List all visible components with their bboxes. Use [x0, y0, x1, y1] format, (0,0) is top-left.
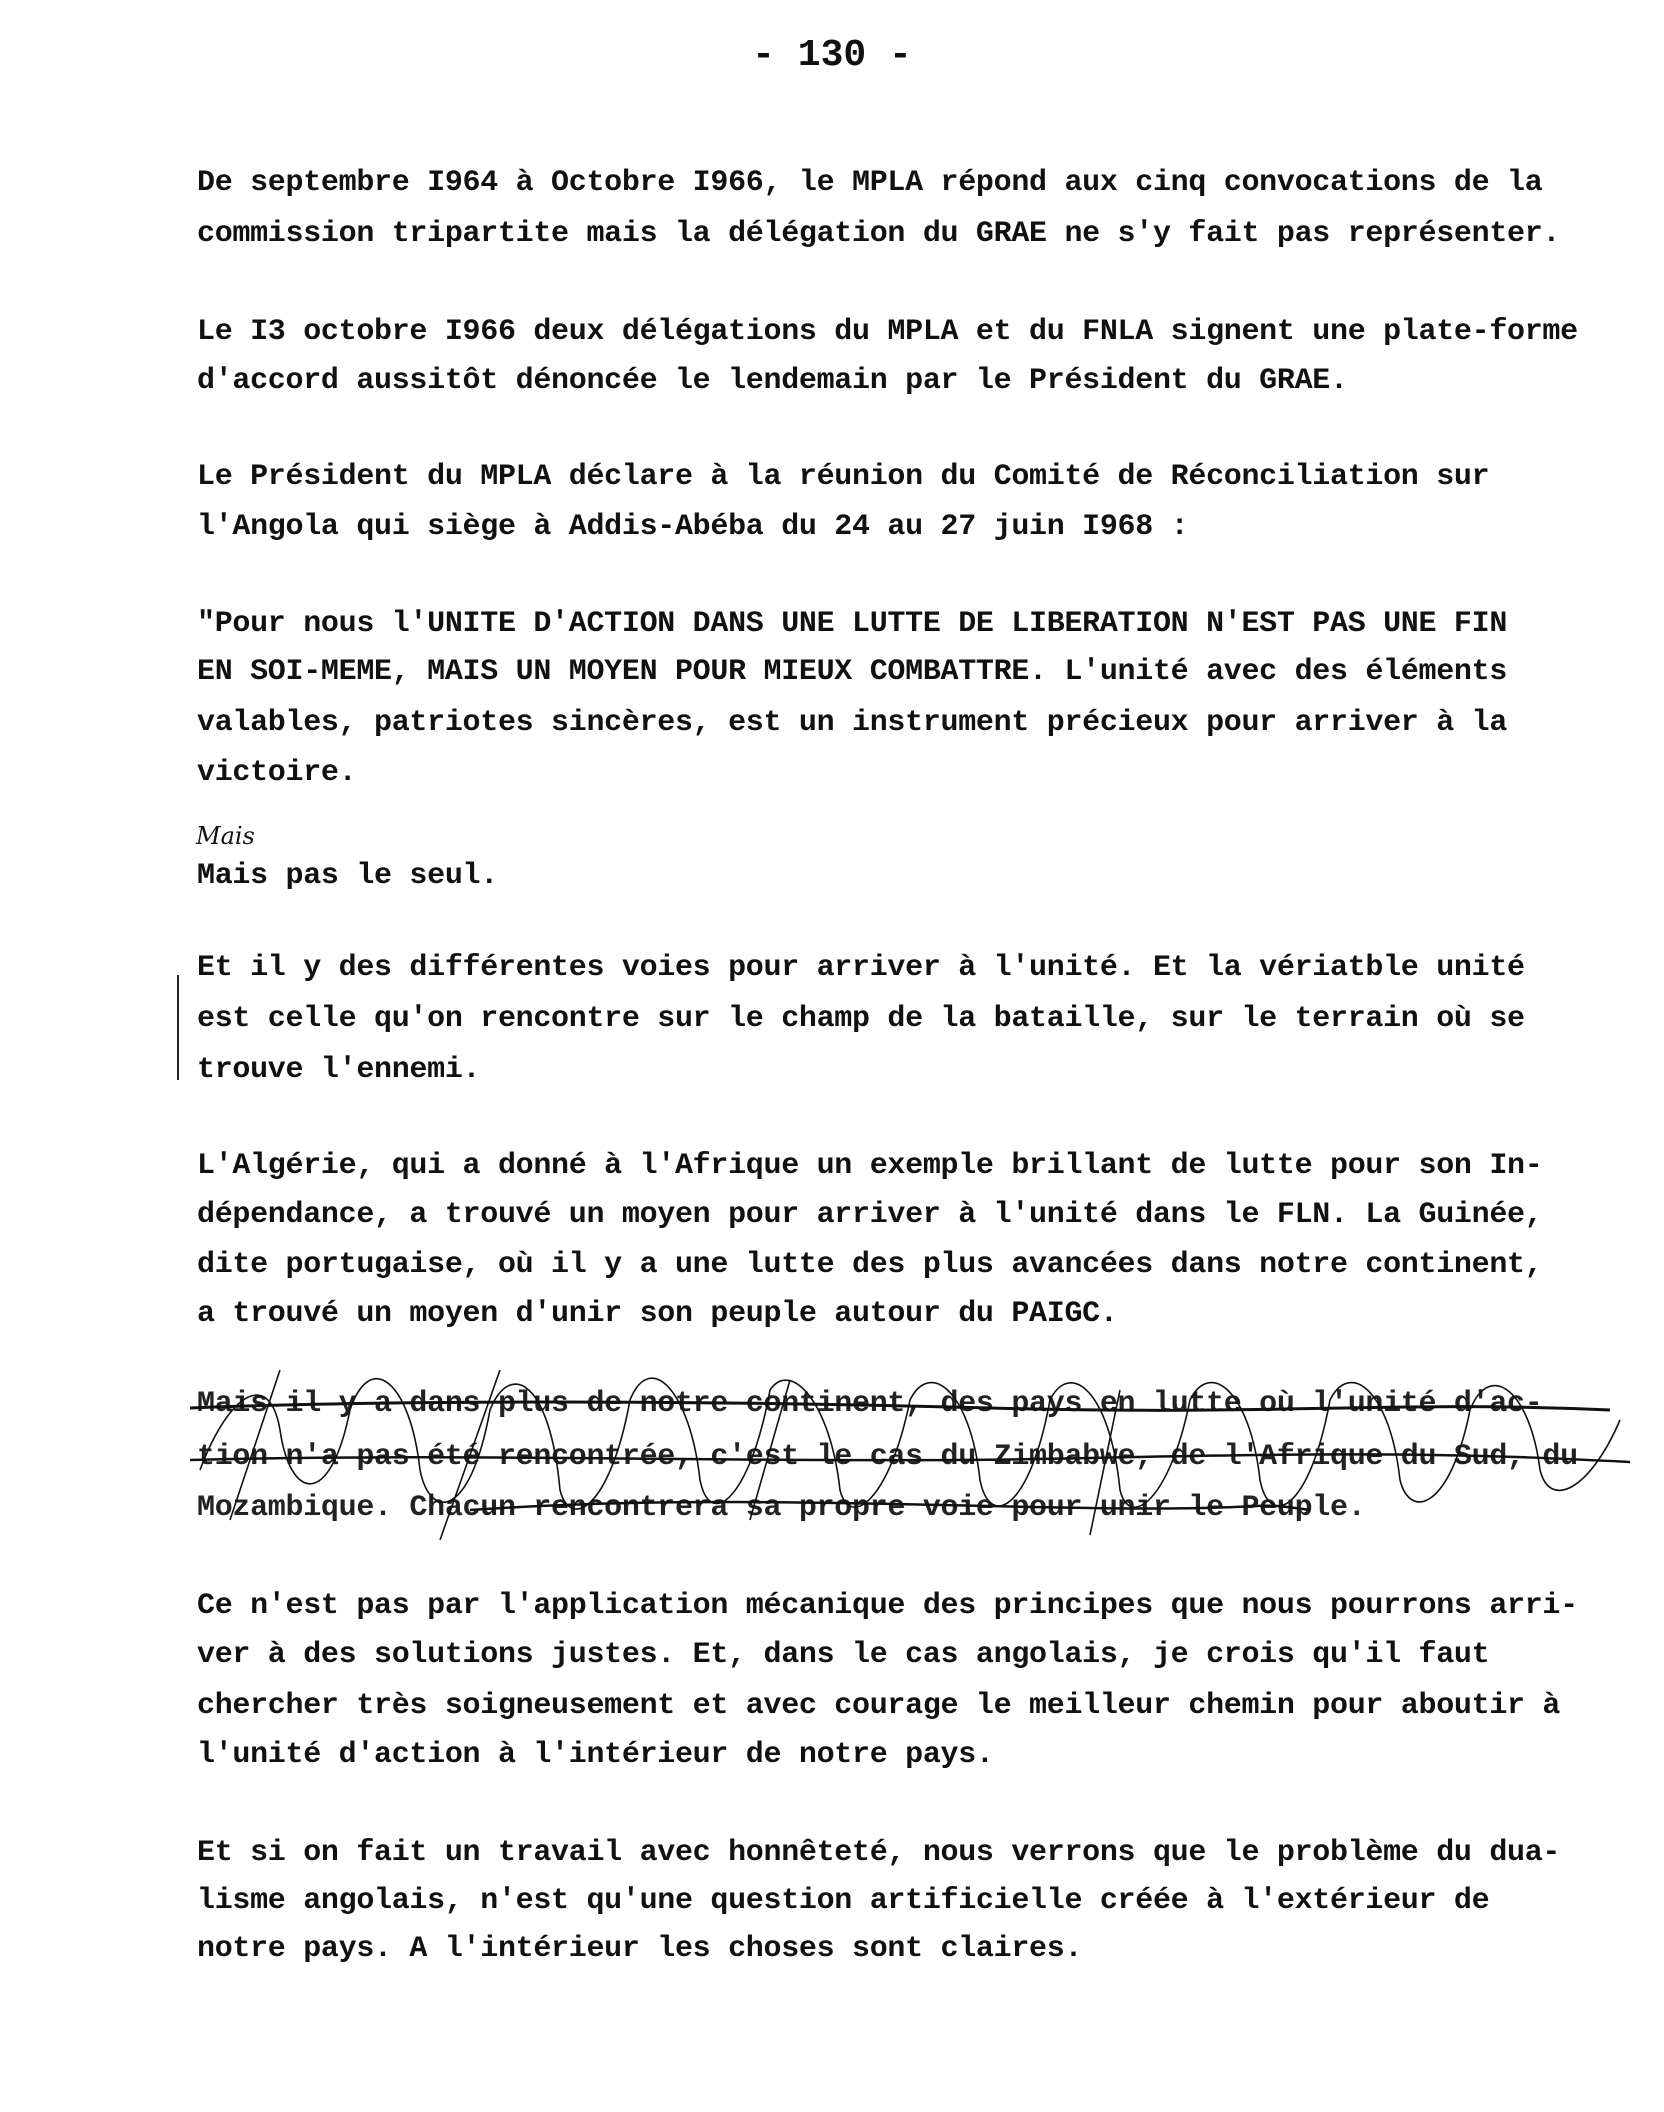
text-line: De septembre I964 à Octobre I966, le MPLA répond aux cinq convocations de la — [197, 166, 1543, 200]
text-line: Et si on fait un travail avec honnêteté, nous verrons que le problème du dua- — [197, 1836, 1561, 1870]
text-line: lisme angolais, n'est qu'une question artificielle créée à l'extérieur de — [197, 1884, 1490, 1918]
text-line: Le I3 octobre I966 deux délégations du MPLA et du FNLA signent une plate-forme — [197, 315, 1578, 349]
text-line: Mais pas le seul. — [197, 859, 498, 893]
text-line: Le Président du MPLA déclare à la réunion du Comité de Réconciliation sur — [197, 460, 1490, 494]
text-line: Ce n'est pas par l'application mécanique des principes que nous pourrons arri- — [197, 1589, 1578, 1623]
text-line: commission tripartite mais la délégation du GRAE ne s'y fait pas représenter. — [197, 217, 1561, 251]
text-line: d'accord aussitôt dénoncée le lendemain par le Président du GRAE. — [197, 364, 1348, 398]
page-number: - 130 - — [752, 34, 912, 77]
struck-text-line: Mais il y a dans plus de notre continent, des pays en lutte où l'unité d'ac- — [197, 1387, 1543, 1421]
text-line: Et il y des différentes voies pour arriver à l'unité. Et la vériatble unité — [197, 951, 1525, 985]
text-line: notre pays. A l'intérieur les choses sont claires. — [197, 1932, 1083, 1966]
text-line: l'Angola qui siège à Addis-Abéba du 24 au 27 juin I968 : — [197, 510, 1189, 544]
scribble-strikeout — [190, 1370, 1640, 1540]
struck-text-line: tion n'a pas été rencontrée, c'est le cas du Zimbabwe, de l'Afrique du Sud, du — [197, 1440, 1578, 1474]
text-line: victoire. — [197, 756, 357, 790]
text-line: EN SOI-MEME, MAIS UN MOYEN POUR MIEUX COMBATTRE. L'unité avec des éléments — [197, 655, 1508, 689]
handwritten-correction: Mais — [196, 822, 255, 850]
text-line: dite portugaise, où il y a une lutte des plus avancées dans notre continent, — [197, 1248, 1543, 1282]
margin-mark — [177, 975, 179, 1080]
text-line: est celle qu'on rencontre sur le champ de la bataille, sur le terrain où se — [197, 1002, 1525, 1036]
text-line: l'unité d'action à l'intérieur de notre pays. — [197, 1738, 994, 1772]
text-line: trouve l'ennemi. — [197, 1053, 481, 1087]
text-line: L'Algérie, qui a donné à l'Afrique un exemple brillant de lutte pour son In- — [197, 1149, 1543, 1183]
text-line: chercher très soigneusement et avec courage le meilleur chemin pour aboutir à — [197, 1689, 1561, 1723]
struck-text-line: Mozambique. Chacun rencontrera sa propre voie pour unir le Peuple. — [197, 1491, 1366, 1525]
text-line: dépendance, a trouvé un moyen pour arriver à l'unité dans le FLN. La Guinée, — [197, 1198, 1543, 1232]
text-line: valables, patriotes sincères, est un instrument précieux pour arriver à la — [197, 706, 1508, 740]
text-line: ver à des solutions justes. Et, dans le cas angolais, je crois qu'il faut — [197, 1638, 1490, 1672]
text-line: a trouvé un moyen d'unir son peuple autour du PAIGC. — [197, 1297, 1118, 1331]
text-line: "Pour nous l'UNITE D'ACTION DANS UNE LUTTE DE LIBERATION N'EST PAS UNE FIN — [197, 607, 1508, 641]
